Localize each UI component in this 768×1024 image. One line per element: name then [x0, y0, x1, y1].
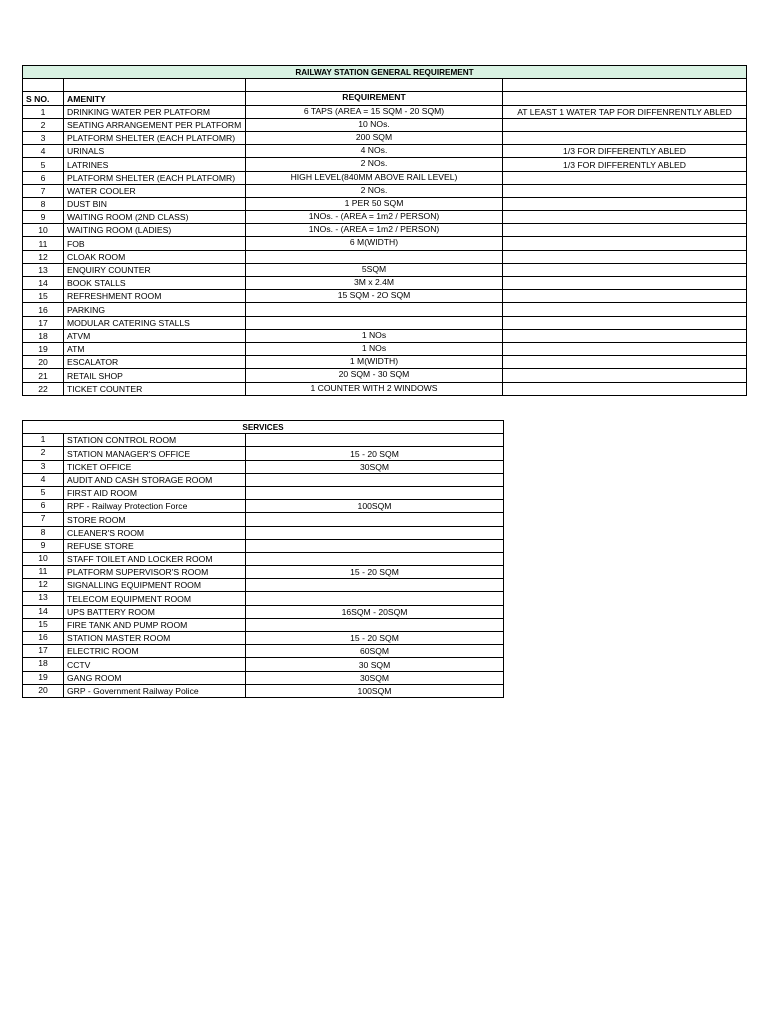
row-requirement: 4 NOs.: [246, 145, 503, 158]
services-row: [23, 486, 504, 499]
service-no: 9: [23, 539, 64, 552]
header-remark: [503, 92, 747, 105]
row-remark: [503, 118, 747, 131]
row-sno: 12: [23, 250, 64, 263]
services-row: [23, 645, 504, 658]
services-row: [23, 579, 504, 592]
service-name: REFUSE STORE: [64, 539, 246, 552]
row-requirement: 1NOs. - (AREA = 1m2 / PERSON): [246, 224, 503, 237]
row-sno: 10: [23, 224, 64, 237]
table-row: [23, 145, 747, 158]
row-amenity: LATRINES: [64, 158, 246, 171]
service-requirement: [246, 592, 504, 605]
header-requirement: REQUIREMENT: [246, 92, 503, 105]
service-name: STATION CONTROL ROOM: [64, 434, 246, 447]
service-no: 2: [23, 447, 64, 460]
service-requirement: 15 - 20 SQM: [246, 632, 504, 645]
service-no: 20: [23, 684, 64, 697]
row-remark: [503, 342, 747, 355]
row-requirement: 2 NOs.: [246, 184, 503, 197]
row-amenity: PLATFORM SHELTER (EACH PLATFOMR): [64, 171, 246, 184]
row-sno: 4: [23, 145, 64, 158]
row-amenity: WATER COOLER: [64, 184, 246, 197]
service-requirement: 100SQM: [246, 500, 504, 513]
services-row: [23, 539, 504, 552]
service-no: 7: [23, 513, 64, 526]
row-amenity: MODULAR CATERING STALLS: [64, 316, 246, 329]
services-row: [23, 513, 504, 526]
table-row: [23, 224, 747, 237]
services-title-row: [23, 421, 504, 434]
header-sno: S NO.: [23, 92, 64, 105]
row-amenity: WAITING ROOM (LADIES): [64, 224, 246, 237]
service-no: 17: [23, 645, 64, 658]
service-no: 16: [23, 632, 64, 645]
service-no: 10: [23, 552, 64, 565]
service-name: GRP - Government Railway Police: [64, 684, 246, 697]
row-sno: 15: [23, 290, 64, 303]
service-requirement: [246, 579, 504, 592]
services-row: [23, 434, 504, 447]
service-requirement: [246, 552, 504, 565]
row-amenity: ATM: [64, 342, 246, 355]
row-remark: [503, 277, 747, 290]
row-remark: 1/3 FOR DIFFERENTLY ABLED: [503, 145, 747, 158]
row-requirement: 1 COUNTER WITH 2 WINDOWS: [246, 382, 503, 395]
service-name: TELECOM EQUIPMENT ROOM: [64, 592, 246, 605]
service-no: 13: [23, 592, 64, 605]
row-sno: 7: [23, 184, 64, 197]
row-remark: [503, 211, 747, 224]
table-row: [23, 237, 747, 250]
table-row: [23, 211, 747, 224]
service-requirement: [246, 526, 504, 539]
row-amenity: ESCALATOR: [64, 356, 246, 369]
row-amenity: RETAIL SHOP: [64, 369, 246, 382]
table-row: [23, 382, 747, 395]
service-requirement: 15 - 20 SQM: [246, 447, 504, 460]
row-sno: 8: [23, 197, 64, 210]
row-sno: 16: [23, 303, 64, 316]
table-row: [23, 342, 747, 355]
services-row: [23, 632, 504, 645]
service-requirement: [246, 434, 504, 447]
table-row: [23, 329, 747, 342]
table-row: [23, 290, 747, 303]
services-row: [23, 526, 504, 539]
row-requirement: 1 PER 50 SQM: [246, 197, 503, 210]
row-amenity: DRINKING WATER PER PLATFORM: [64, 105, 246, 118]
services-row: [23, 566, 504, 579]
table-row: [23, 369, 747, 382]
row-requirement: 1 NOs: [246, 329, 503, 342]
row-amenity: ENQUIRY COUNTER: [64, 263, 246, 276]
row-sno: 14: [23, 277, 64, 290]
service-no: 14: [23, 605, 64, 618]
service-no: 18: [23, 658, 64, 671]
row-sno: 18: [23, 329, 64, 342]
row-requirement: [246, 303, 503, 316]
service-name: FIRST AID ROOM: [64, 486, 246, 499]
service-requirement: [246, 473, 504, 486]
row-amenity: PARKING: [64, 303, 246, 316]
row-remark: [503, 290, 747, 303]
service-no: 15: [23, 618, 64, 631]
row-amenity: CLOAK ROOM: [64, 250, 246, 263]
service-no: 8: [23, 526, 64, 539]
service-no: 11: [23, 566, 64, 579]
services-title: SERVICES: [23, 421, 504, 434]
row-requirement: 10 NOs.: [246, 118, 503, 131]
service-name: FIRE TANK AND PUMP ROOM: [64, 618, 246, 631]
service-requirement: [246, 539, 504, 552]
table-row: [23, 118, 747, 131]
row-amenity: TICKET COUNTER: [64, 382, 246, 395]
row-sno: 22: [23, 382, 64, 395]
row-sno: 20: [23, 356, 64, 369]
row-requirement: 3M x 2.4M: [246, 277, 503, 290]
service-no: 19: [23, 671, 64, 684]
row-remark: [503, 369, 747, 382]
row-remark: [503, 263, 747, 276]
row-remark: [503, 303, 747, 316]
row-sno: 1: [23, 105, 64, 118]
table-row: [23, 250, 747, 263]
service-name: RPF - Railway Protection Force: [64, 500, 246, 513]
row-requirement: 6 M(WIDTH): [246, 237, 503, 250]
service-name: GANG ROOM: [64, 671, 246, 684]
services-row: [23, 473, 504, 486]
service-requirement: 30 SQM: [246, 658, 504, 671]
service-requirement: 60SQM: [246, 645, 504, 658]
row-remark: [503, 356, 747, 369]
service-requirement: 100SQM: [246, 684, 504, 697]
table-row: [23, 131, 747, 144]
general-requirement-table: [22, 65, 747, 396]
service-name: TICKET OFFICE: [64, 460, 246, 473]
service-no: 1: [23, 434, 64, 447]
table-row: [23, 356, 747, 369]
row-amenity: URINALS: [64, 145, 246, 158]
row-remark: [503, 250, 747, 263]
service-name: CLEANER'S ROOM: [64, 526, 246, 539]
row-requirement: [246, 316, 503, 329]
service-requirement: [246, 513, 504, 526]
row-requirement: 2 NOs.: [246, 158, 503, 171]
row-amenity: FOB: [64, 237, 246, 250]
table-row: [23, 171, 747, 184]
services-row: [23, 684, 504, 697]
table-title: RAILWAY STATION GENERAL REQUIREMENT: [23, 66, 747, 79]
services-table: [22, 420, 504, 698]
row-remark: [503, 316, 747, 329]
services-row: [23, 552, 504, 565]
row-sno: 6: [23, 171, 64, 184]
services-row: [23, 658, 504, 671]
service-requirement: [246, 618, 504, 631]
row-remark: [503, 197, 747, 210]
row-remark: [503, 184, 747, 197]
row-requirement: 200 SQM: [246, 131, 503, 144]
row-remark: [503, 131, 747, 144]
row-sno: 3: [23, 131, 64, 144]
row-requirement: 15 SQM - 2O SQM: [246, 290, 503, 303]
services-row: [23, 460, 504, 473]
row-sno: 21: [23, 369, 64, 382]
service-name: STATION MANAGER'S OFFICE: [64, 447, 246, 460]
service-requirement: 30SQM: [246, 460, 504, 473]
row-remark: 1/3 FOR DIFFERENTLY ABLED: [503, 158, 747, 171]
row-sno: 9: [23, 211, 64, 224]
row-requirement: 1NOs. - (AREA = 1m2 / PERSON): [246, 211, 503, 224]
row-requirement: 5SQM: [246, 263, 503, 276]
table-row: [23, 197, 747, 210]
service-name: PLATFORM SUPERVISOR'S ROOM: [64, 566, 246, 579]
service-no: 5: [23, 486, 64, 499]
service-requirement: 16SQM - 20SQM: [246, 605, 504, 618]
row-remark: [503, 329, 747, 342]
row-remark: [503, 171, 747, 184]
service-name: AUDIT AND CASH STORAGE ROOM: [64, 473, 246, 486]
row-remark: [503, 224, 747, 237]
row-requirement: 1 M(WIDTH): [246, 356, 503, 369]
table-row: [23, 316, 747, 329]
service-name: SIGNALLING EQUIPMENT ROOM: [64, 579, 246, 592]
header-amenity: AMENITY: [64, 92, 246, 105]
row-remark: AT LEAST 1 WATER TAP FOR DIFFENRENTLY ABLED: [503, 105, 747, 118]
service-name: STAFF TOILET AND LOCKER ROOM: [64, 552, 246, 565]
services-row: [23, 592, 504, 605]
table-row: [23, 105, 747, 118]
blank-row: [23, 79, 747, 92]
service-name: STATION MASTER ROOM: [64, 632, 246, 645]
row-remark: [503, 382, 747, 395]
table-title-row: [23, 66, 747, 79]
row-requirement: HIGH LEVEL(840MM ABOVE RAIL LEVEL): [246, 171, 503, 184]
table-row: [23, 158, 747, 171]
row-amenity: REFRESHMENT ROOM: [64, 290, 246, 303]
service-no: 3: [23, 460, 64, 473]
row-sno: 13: [23, 263, 64, 276]
row-amenity: PLATFORM SHELTER (EACH PLATFOMR): [64, 131, 246, 144]
row-remark: [503, 237, 747, 250]
table-row: [23, 277, 747, 290]
row-amenity: WAITING ROOM (2ND CLASS): [64, 211, 246, 224]
services-row: [23, 671, 504, 684]
row-sno: 11: [23, 237, 64, 250]
service-no: 12: [23, 579, 64, 592]
table-row: [23, 303, 747, 316]
service-name: CCTV: [64, 658, 246, 671]
service-requirement: 30SQM: [246, 671, 504, 684]
row-amenity: BOOK STALLS: [64, 277, 246, 290]
services-row: [23, 618, 504, 631]
row-amenity: SEATING ARRANGEMENT PER PLATFORM: [64, 118, 246, 131]
service-requirement: 15 - 20 SQM: [246, 566, 504, 579]
service-name: ELECTRIC ROOM: [64, 645, 246, 658]
row-sno: 19: [23, 342, 64, 355]
header-row: [23, 92, 747, 105]
row-amenity: ATVM: [64, 329, 246, 342]
service-name: STORE ROOM: [64, 513, 246, 526]
services-row: [23, 500, 504, 513]
table-row: [23, 184, 747, 197]
service-no: 4: [23, 473, 64, 486]
row-requirement: [246, 250, 503, 263]
row-sno: 2: [23, 118, 64, 131]
service-requirement: [246, 486, 504, 499]
row-sno: 17: [23, 316, 64, 329]
row-sno: 5: [23, 158, 64, 171]
table-row: [23, 263, 747, 276]
row-amenity: DUST BIN: [64, 197, 246, 210]
services-row: [23, 605, 504, 618]
services-row: [23, 447, 504, 460]
service-no: 6: [23, 500, 64, 513]
row-requirement: 20 SQM - 30 SQM: [246, 369, 503, 382]
row-requirement: 1 NOs: [246, 342, 503, 355]
row-requirement: 6 TAPS (AREA = 15 SQM - 20 SQM): [246, 105, 503, 118]
service-name: UPS BATTERY ROOM: [64, 605, 246, 618]
